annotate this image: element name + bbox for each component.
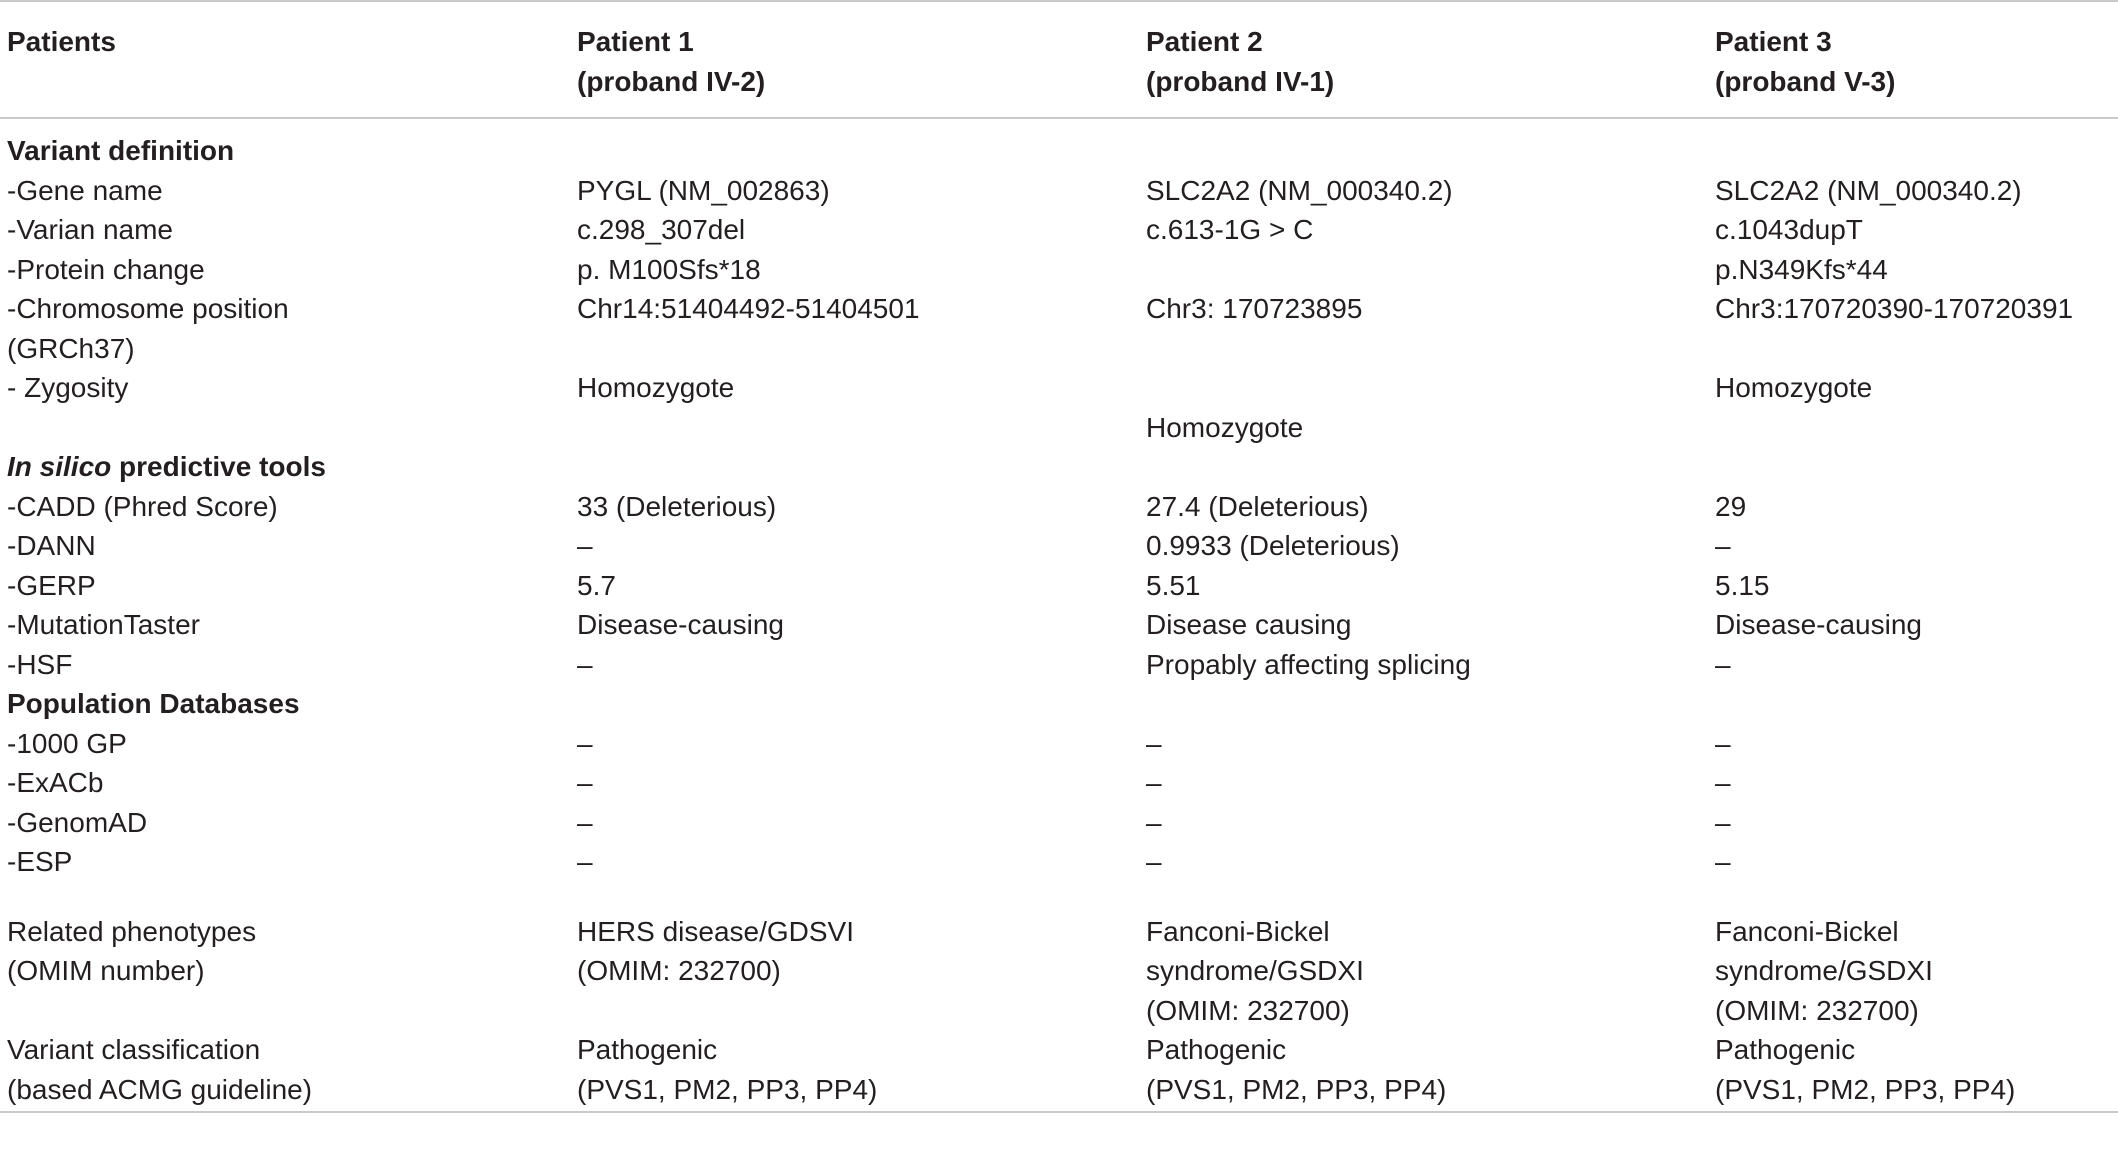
table-row	[0, 171, 2118, 211]
cell-p2-1000gp: –	[1146, 727, 1162, 759]
table-row	[0, 566, 2118, 606]
cell-p3-chromosome-position: Chr3:170720390-170720391	[1715, 293, 2074, 324]
table-row	[0, 605, 2118, 645]
row-label-esp: -ESP	[7, 846, 73, 877]
cell-p3-dann: –	[1715, 530, 1731, 561]
cell-p3-mutationtaster: Disease-causing	[1715, 609, 1922, 640]
row-label-gerp: -GERP	[7, 569, 96, 601]
cell-p3-variant-name: c.1043dupT	[1715, 214, 1863, 245]
header-patient-2: Patient 2 (proband IV-1)	[1146, 26, 1335, 97]
row-label-gene-name: -Gene name	[7, 174, 163, 206]
cell-p1-gene-name: PYGL (NM_002863)	[577, 174, 830, 206]
cell-p2-gene-name: SLC2A2 (NM_000340.2)	[1146, 174, 1453, 206]
cell-p2-zygosity	[1139, 368, 1708, 447]
cell-p2-zygosity-text: Homozygote	[1146, 411, 1304, 443]
cell-p1-1000gp: –	[577, 727, 593, 759]
header-patient-3: Patient 3 (proband V-3)	[1715, 26, 1896, 97]
cell-p3-zygosity: Homozygote	[1715, 372, 1873, 403]
cell-p3-gerp: 5.15	[1715, 569, 1770, 601]
cell-p1-exacb: –	[577, 767, 593, 798]
cell-p1-mutationtaster: Disease-causing	[577, 609, 784, 640]
cell-p3-hsf: –	[1715, 648, 1731, 680]
cell-p2-genomad: –	[1146, 806, 1162, 838]
section-row-variant-definition	[0, 118, 2118, 171]
cell-p3-related-phenotypes: Fanconi-Bickel syndrome/GSDXI (OMIM: 232700)	[1715, 915, 1933, 1026]
header-patients: Patients	[7, 26, 116, 57]
cell-p1-genomad: –	[577, 806, 593, 838]
cell-p1-variant-name: c.298_307del	[577, 214, 746, 245]
row-label-dann: -DANN	[7, 530, 96, 561]
cell-p2-gerp: 5.51	[1146, 569, 1201, 601]
cell-p1-zygosity: Homozygote	[577, 372, 735, 403]
cell-p3-1000gp: –	[1715, 727, 1731, 759]
cell-p3-genomad: –	[1715, 806, 1731, 838]
section-title-variant-definition: Variant definition	[7, 135, 235, 166]
row-label-related-phenotypes: Related phenotypes (OMIM number)	[7, 915, 257, 986]
row-label-zygosity: - Zygosity	[7, 372, 129, 403]
row-label-variant-name: -Varian name	[7, 214, 174, 245]
cell-p2-mutationtaster: Disease causing	[1146, 609, 1352, 640]
table-header	[0, 1, 2118, 118]
section-row-in-silico	[0, 447, 2118, 487]
header-row	[0, 1, 2118, 118]
table-row	[0, 368, 2118, 447]
cell-p2-cadd: 27.4 (Deleterious)	[1146, 490, 1369, 522]
cell-p2-related-phenotypes: Fanconi-Bickel syndrome/GSDXI (OMIM: 232700)	[1146, 915, 1364, 1026]
row-label-hsf: -HSF	[7, 648, 73, 680]
table-row	[0, 912, 2118, 1031]
row-label-genomad: -GenomAD	[7, 806, 148, 838]
cell-p1-variant-classification: Pathogenic (PVS1, PM2, PP3, PP4)	[577, 1034, 878, 1105]
row-label-exacb: -ExACb	[7, 767, 104, 798]
spacer-row	[0, 882, 2118, 912]
cell-p1-cadd: 33 (Deleterious)	[577, 490, 777, 522]
cell-p3-esp: –	[1715, 846, 1731, 877]
section-title-population: Population Databases	[7, 688, 300, 719]
cell-p3-gene-name: SLC2A2 (NM_000340.2)	[1715, 174, 2022, 206]
cell-p2-chromosome-position: Chr3: 170723895	[1146, 293, 1363, 324]
header-patient-1: Patient 1 (proband IV-2)	[577, 26, 766, 97]
table-body	[0, 118, 2118, 1112]
table-row	[0, 526, 2118, 566]
spacer-cell	[0, 882, 2118, 912]
cell-p1-chromosome-position: Chr14:51404492-51404501	[577, 293, 920, 324]
cell-p2-dann: 0.9933 (Deleterious)	[1146, 530, 1400, 561]
row-label-mutationtaster: -MutationTaster	[7, 609, 200, 640]
table-row	[0, 487, 2118, 527]
cell-p3-variant-classification: Pathogenic (PVS1, PM2, PP3, PP4)	[1715, 1034, 2016, 1105]
cell-p1-dann: –	[577, 530, 593, 561]
row-label-cadd: -CADD (Phred Score)	[7, 490, 278, 522]
row-label-chromosome-position: -Chromosome position (GRCh37)	[7, 293, 289, 364]
cell-p2-protein-change	[1139, 250, 1708, 290]
cell-p3-exacb: –	[1715, 767, 1731, 798]
cell-p1-esp: –	[577, 846, 593, 877]
section-title-in-silico-italic: In silico	[7, 451, 112, 482]
cell-p1-gerp: 5.7	[577, 569, 616, 601]
cell-p1-protein-change: p. M100Sfs*18	[577, 253, 761, 285]
cell-p1-related-phenotypes: HERS disease/GDSVI (OMIM: 232700)	[577, 915, 854, 986]
cell-p2-hsf: Propably affecting splicing	[1146, 648, 1471, 680]
row-label-1000gp: -1000 GP	[7, 727, 127, 759]
cell-p3-cadd: 29	[1715, 490, 1747, 522]
table-row	[0, 250, 2118, 290]
table-row	[0, 645, 2118, 685]
section-title-in-silico	[0, 447, 2118, 487]
row-label-protein-change: -Protein change	[7, 253, 205, 285]
cell-p2-esp: –	[1146, 846, 1162, 877]
cell-p2-variant-classification: Pathogenic (PVS1, PM2, PP3, PP4)	[1146, 1034, 1447, 1105]
table-row	[0, 763, 2118, 803]
table-row	[0, 210, 2118, 250]
cell-p3-protein-change: p.N349Kfs*44	[1715, 253, 1888, 285]
cell-p2-exacb: –	[1146, 767, 1162, 798]
cell-p2-variant-name: c.613-1G > C	[1146, 214, 1314, 245]
table-row	[0, 1030, 2118, 1112]
table-row	[0, 289, 2118, 368]
section-title-in-silico-rest: predictive tools	[111, 451, 326, 482]
table-row	[0, 803, 2118, 843]
table-row	[0, 724, 2118, 764]
row-label-variant-classification: Variant classification (based ACMG guideline)	[7, 1034, 313, 1105]
cell-p1-hsf: –	[577, 648, 593, 680]
section-row-population	[0, 684, 2118, 724]
table-row	[0, 842, 2118, 882]
